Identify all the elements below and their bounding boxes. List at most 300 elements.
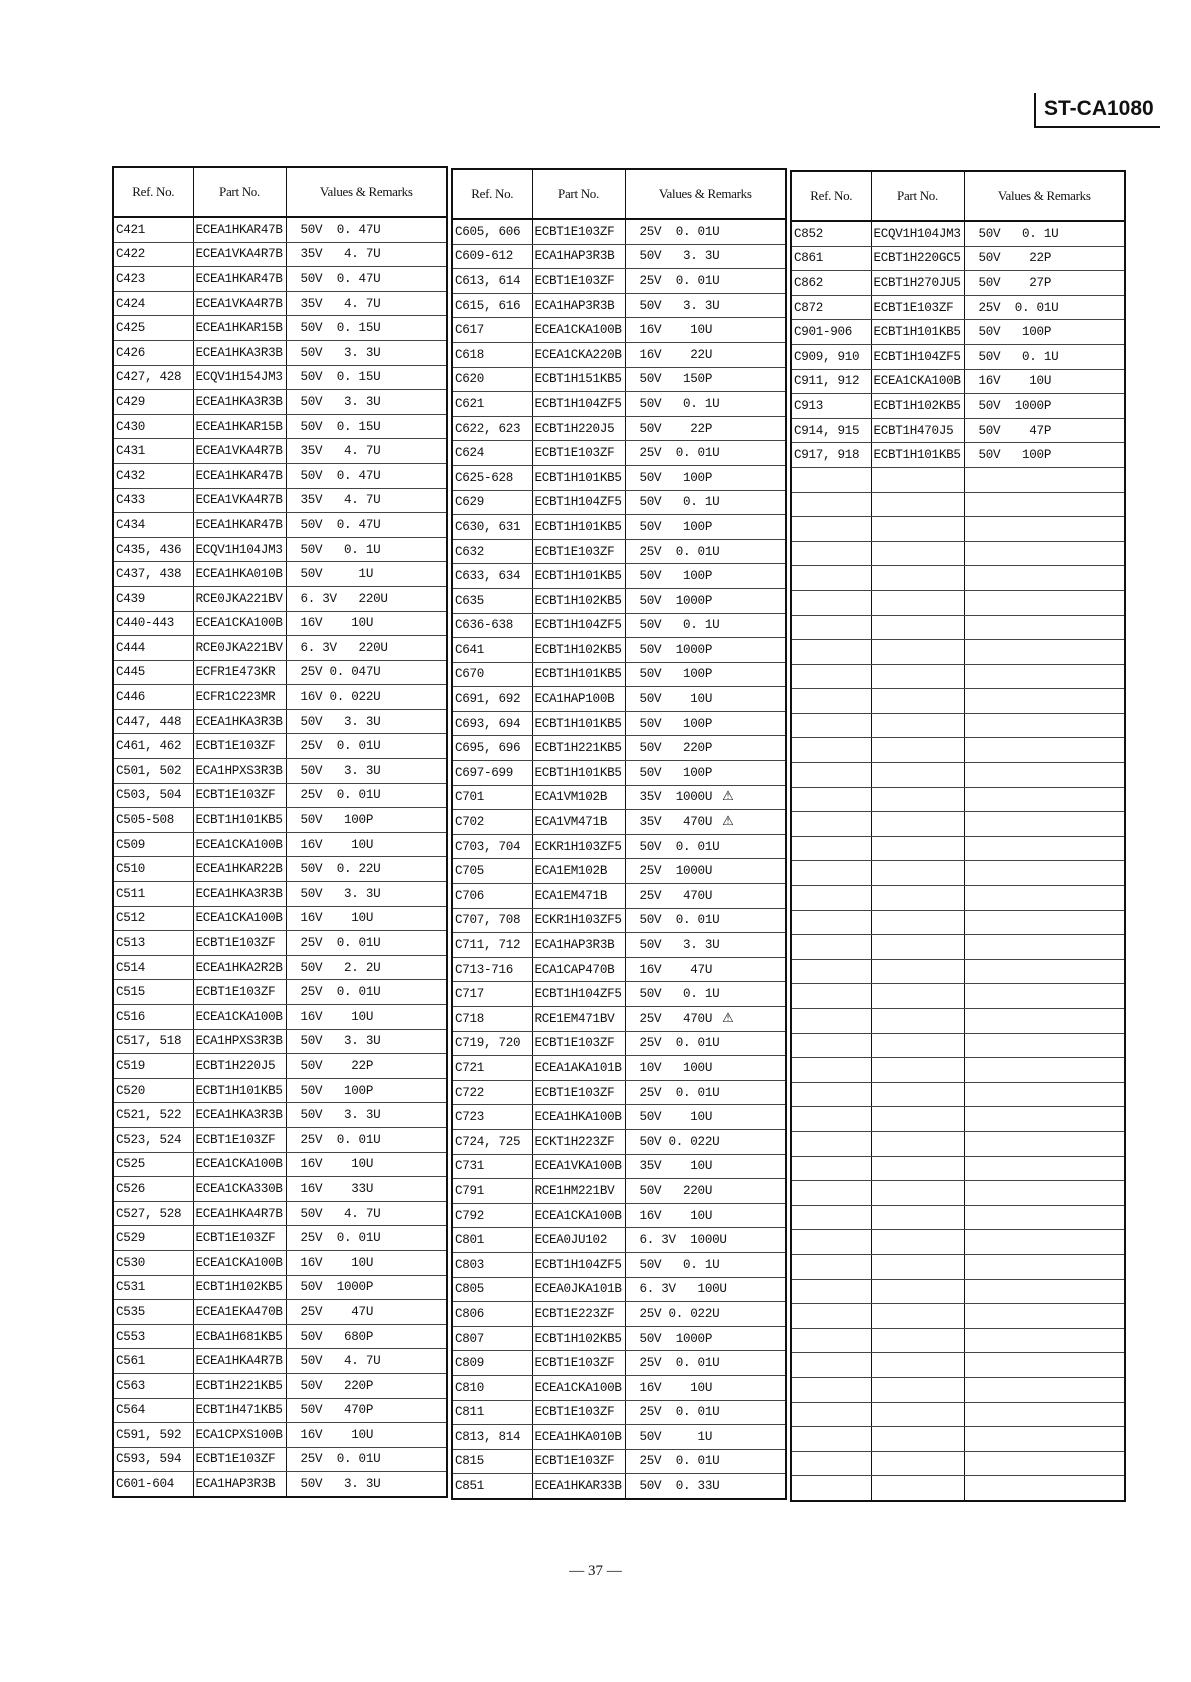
table-row xyxy=(791,910,1125,935)
values-cell xyxy=(286,1152,447,1177)
ref-no-cell xyxy=(113,488,193,513)
ref-no-text: C521, 522 xyxy=(116,1108,182,1123)
part-no-cell xyxy=(532,1400,625,1425)
values-text: 6. 3V 220U xyxy=(300,640,388,655)
values-cell xyxy=(964,713,1125,738)
values-cell xyxy=(286,1201,447,1226)
values-cell xyxy=(625,1031,786,1056)
part-no-cell xyxy=(532,957,625,982)
part-no-cell xyxy=(871,861,964,886)
ref-no-text: C426 xyxy=(116,345,146,360)
values-text: 16V 10U xyxy=(639,323,713,338)
ref-no-text: C807 xyxy=(455,1331,485,1346)
part-no-text: ECBT1H220J5 xyxy=(534,421,615,436)
part-no-text: ECA1HAP100B xyxy=(534,692,615,707)
values-cell xyxy=(286,340,447,365)
ref-no-cell xyxy=(452,1007,532,1032)
values-cell xyxy=(964,541,1125,566)
values-cell xyxy=(625,711,786,736)
part-no-cell xyxy=(193,242,286,267)
part-no-cell xyxy=(193,1152,286,1177)
ref-no-cell xyxy=(791,713,871,738)
ref-no-cell xyxy=(791,836,871,861)
table-row xyxy=(113,1226,447,1251)
part-no-cell xyxy=(193,439,286,464)
table-row xyxy=(452,392,786,417)
part-no-text: ECEA1CKA100B xyxy=(195,616,283,631)
values-cell xyxy=(625,1351,786,1376)
ref-no-cell xyxy=(452,1351,532,1376)
part-no-text: ECEA1HKA3R3B xyxy=(195,714,283,729)
values-cell xyxy=(286,586,447,611)
part-no-header: Part No. xyxy=(532,169,625,219)
ref-no-cell xyxy=(791,1353,871,1378)
part-no-text: ECBT1E103ZF xyxy=(534,224,615,239)
part-no-cell xyxy=(871,1328,964,1353)
ref-no-cell xyxy=(791,221,871,246)
part-no-cell xyxy=(871,959,964,984)
part-no-cell xyxy=(532,1179,625,1204)
part-no-cell xyxy=(532,908,625,933)
part-no-text: ECEA1VKA100B xyxy=(534,1159,622,1174)
part-no-cell xyxy=(193,931,286,956)
ref-no-cell xyxy=(113,1275,193,1300)
values-text: 50V 220P xyxy=(300,1378,374,1393)
part-no-text: ECBT1H104ZF5 xyxy=(534,618,622,633)
ref-no-text: C693, 694 xyxy=(455,716,521,731)
values-cell xyxy=(964,1304,1125,1329)
table-row xyxy=(113,1103,447,1128)
ref-no-cell xyxy=(791,1181,871,1206)
part-no-cell xyxy=(871,1279,964,1304)
part-no-cell xyxy=(193,1373,286,1398)
ref-no-cell xyxy=(113,1103,193,1128)
ref-no-text: C724, 725 xyxy=(455,1134,521,1149)
ref-no-cell xyxy=(791,1107,871,1132)
ref-no-cell xyxy=(452,293,532,318)
part-no-text: ECBT1E103ZF xyxy=(195,1231,276,1246)
part-no-cell xyxy=(193,340,286,365)
ref-no-cell xyxy=(791,787,871,812)
values-text: 50V 220P xyxy=(639,741,713,756)
table-row xyxy=(452,490,786,515)
table-row xyxy=(452,1129,786,1154)
ref-no-cell xyxy=(791,295,871,320)
ref-no-cell xyxy=(791,246,871,271)
part-no-text: ECEA1HKA3R3B xyxy=(195,345,283,360)
table-row xyxy=(791,861,1125,886)
ref-no-text: C423 xyxy=(116,271,146,286)
part-no-cell xyxy=(532,1277,625,1302)
part-no-cell xyxy=(871,320,964,345)
part-no-text: ECQV1H104JM3 xyxy=(873,226,961,241)
ref-no-cell xyxy=(791,541,871,566)
values-cell xyxy=(625,1105,786,1130)
values-text: 50V 4. 7U xyxy=(300,1206,381,1221)
table-row xyxy=(113,955,447,980)
ref-no-text: C621 xyxy=(455,396,485,411)
part-no-text: ECBT1H102KB5 xyxy=(195,1280,283,1295)
part-no-text: ECEA1HKAR47B xyxy=(195,468,283,483)
values-cell xyxy=(286,1250,447,1275)
ref-no-cell xyxy=(452,342,532,367)
table-row xyxy=(113,1324,447,1349)
table-row xyxy=(113,217,447,242)
values-cell xyxy=(286,1349,447,1374)
values-text: 50V 100P xyxy=(639,519,713,534)
part-no-cell xyxy=(871,418,964,443)
ref-no-text: C440-443 xyxy=(116,616,175,631)
values-cell xyxy=(286,1226,447,1251)
ref-no-cell xyxy=(791,935,871,960)
part-no-cell xyxy=(871,1230,964,1255)
part-no-text: ECFR1C223MR xyxy=(195,690,276,705)
table-row xyxy=(791,1476,1125,1501)
ref-no-text: C861 xyxy=(794,251,824,266)
table-row xyxy=(113,1275,447,1300)
ref-no-cell xyxy=(791,492,871,517)
values-cell xyxy=(964,246,1125,271)
ref-no-text: C517, 518 xyxy=(116,1034,182,1049)
ref-no-text: C815 xyxy=(455,1454,485,1469)
part-no-cell xyxy=(871,1254,964,1279)
part-no-text: ECBT1H101KB5 xyxy=(534,569,622,584)
part-no-text: ECBT1E103ZF xyxy=(195,739,276,754)
ref-no-cell xyxy=(452,219,532,244)
values-cell xyxy=(964,443,1125,468)
ref-no-cell xyxy=(452,1474,532,1499)
part-no-text: ECBT1H101KB5 xyxy=(195,813,283,828)
values-cell xyxy=(625,1154,786,1179)
part-no-cell xyxy=(871,394,964,419)
values-cell xyxy=(964,320,1125,345)
part-no-text: ECEA1HKAR33B xyxy=(534,1479,622,1494)
part-no-cell xyxy=(871,1009,964,1034)
ref-no-text: C718 xyxy=(455,1011,485,1026)
table-row xyxy=(791,935,1125,960)
values-text: 50V 3. 3U xyxy=(300,886,381,901)
part-no-cell xyxy=(532,785,625,810)
ref-no-text: C509 xyxy=(116,837,146,852)
part-no-text: ECEA1HKA4R7B xyxy=(195,1206,283,1221)
part-no-text: ECBT1H102KB5 xyxy=(534,593,622,608)
ref-no-cell xyxy=(452,662,532,687)
values-text: 50V 3. 3U xyxy=(300,1477,381,1492)
values-cell xyxy=(286,980,447,1005)
values-cell xyxy=(625,761,786,786)
table-row xyxy=(113,808,447,833)
ref-no-cell xyxy=(113,414,193,439)
values-cell xyxy=(286,365,447,390)
ref-no-cell xyxy=(791,1402,871,1427)
table-row xyxy=(452,1375,786,1400)
part-no-cell xyxy=(532,687,625,712)
table-row xyxy=(452,933,786,958)
values-cell xyxy=(625,1277,786,1302)
values-cell xyxy=(625,219,786,244)
part-no-text: ECA1EM102B xyxy=(534,864,608,879)
ref-no-cell xyxy=(113,1472,193,1497)
table-row xyxy=(113,906,447,931)
values-text: 25V 470U xyxy=(639,888,713,903)
table-row xyxy=(113,1054,447,1079)
part-no-text: ECA1VM471B xyxy=(534,815,608,830)
part-no-cell xyxy=(532,441,625,466)
values-text: 25V 470U xyxy=(639,1011,713,1026)
values-text: 25V 0. 022U xyxy=(639,1306,720,1321)
values-cell xyxy=(625,859,786,884)
ref-no-cell xyxy=(452,318,532,343)
values-cell xyxy=(625,957,786,982)
ref-no-text: C444 xyxy=(116,640,146,655)
ref-no-text: C707, 708 xyxy=(455,913,521,928)
values-text: 6. 3V 220U xyxy=(300,591,388,606)
table-row xyxy=(452,834,786,859)
table-row xyxy=(791,886,1125,911)
part-no-cell xyxy=(871,1353,964,1378)
part-no-cell xyxy=(871,812,964,837)
values-cell xyxy=(625,318,786,343)
values-text: 50V 0. 47U xyxy=(300,222,381,237)
ref-no-cell xyxy=(791,738,871,763)
values-text: 35V 4. 7U xyxy=(300,296,381,311)
values-cell xyxy=(964,910,1125,935)
values-text: 16V 10U xyxy=(639,1208,713,1223)
ref-no-text: C430 xyxy=(116,419,146,434)
ref-no-cell xyxy=(791,590,871,615)
values-cell xyxy=(625,1056,786,1081)
part-no-cell xyxy=(532,1351,625,1376)
table-row xyxy=(113,1447,447,1472)
ref-no-cell xyxy=(113,217,193,242)
ref-no-cell xyxy=(791,812,871,837)
ref-no-cell xyxy=(791,984,871,1009)
values-cell xyxy=(625,588,786,613)
values-cell xyxy=(625,933,786,958)
values-cell xyxy=(286,1324,447,1349)
values-cell xyxy=(286,955,447,980)
part-no-cell xyxy=(532,1474,625,1499)
ref-no-cell xyxy=(113,562,193,587)
values-cell xyxy=(964,1279,1125,1304)
part-no-cell xyxy=(193,808,286,833)
table-row xyxy=(452,1326,786,1351)
part-no-cell xyxy=(871,1131,964,1156)
values-text: 16V 47U xyxy=(639,962,713,977)
values-text: 50V 0. 1U xyxy=(639,987,720,1002)
part-no-cell xyxy=(532,342,625,367)
ref-no-cell xyxy=(452,1449,532,1474)
values-text: 50V 0. 022U xyxy=(639,1134,720,1149)
part-no-cell xyxy=(193,365,286,390)
part-no-text: ECBT1H221KB5 xyxy=(534,741,622,756)
ref-no-text: C446 xyxy=(116,690,146,705)
values-cell xyxy=(286,291,447,316)
part-no-text: ECEA1HKA3R3B xyxy=(195,886,283,901)
part-no-text: ECEA1CKA220B xyxy=(534,347,622,362)
part-no-cell xyxy=(532,1154,625,1179)
values-cell xyxy=(625,638,786,663)
part-no-text: ECBT1H101KB5 xyxy=(534,667,622,682)
ref-no-text: C806 xyxy=(455,1306,485,1321)
table-row xyxy=(113,1201,447,1226)
ref-no-text: C691, 692 xyxy=(455,692,521,707)
ref-no-cell xyxy=(791,1254,871,1279)
part-no-text: ECBT1H270JU5 xyxy=(873,275,961,290)
ref-no-cell xyxy=(113,685,193,710)
values-text: 50V 0. 1U xyxy=(639,495,720,510)
values-cell xyxy=(625,662,786,687)
part-no-cell xyxy=(193,1300,286,1325)
ref-no-text: C520 xyxy=(116,1083,146,1098)
ref-no-cell xyxy=(113,1054,193,1079)
values-text: 50V 4. 7U xyxy=(300,1354,381,1369)
values-text: 35V 470U xyxy=(639,815,713,830)
values-cell xyxy=(964,467,1125,492)
part-no-text: ECBT1H101KB5 xyxy=(873,448,961,463)
values-cell xyxy=(625,465,786,490)
values-cell xyxy=(964,738,1125,763)
values-text: 50V 10U xyxy=(639,1110,713,1125)
part-no-cell xyxy=(193,217,286,242)
values-text: 16V 10U xyxy=(300,1427,374,1442)
part-no-cell xyxy=(532,293,625,318)
values-cell xyxy=(625,1252,786,1277)
values-text: 50V 1000P xyxy=(639,593,713,608)
values-cell xyxy=(964,886,1125,911)
values-text: 50V 100P xyxy=(300,1083,374,1098)
ref-no-cell xyxy=(452,465,532,490)
values-cell xyxy=(964,763,1125,788)
ref-no-text: C424 xyxy=(116,296,146,311)
ref-no-cell xyxy=(452,761,532,786)
ref-no-cell xyxy=(452,1031,532,1056)
table-row xyxy=(113,537,447,562)
values-cell xyxy=(286,537,447,562)
table-row xyxy=(791,812,1125,837)
values-cell xyxy=(625,342,786,367)
part-no-text: ECEA1EKA470B xyxy=(195,1304,283,1319)
ref-no-cell xyxy=(113,1226,193,1251)
values-text: 25V 0. 01U xyxy=(978,300,1059,315)
values-cell xyxy=(286,1300,447,1325)
ref-no-text: C437, 438 xyxy=(116,567,182,582)
values-text: 16V 22U xyxy=(639,347,713,362)
table-row xyxy=(113,1472,447,1497)
part-no-cell xyxy=(193,267,286,292)
table-row xyxy=(452,662,786,687)
values-cell xyxy=(286,414,447,439)
table-row xyxy=(113,390,447,415)
ref-no-text: C511 xyxy=(116,886,146,901)
values-text: 25V 0. 01U xyxy=(300,739,381,754)
ref-no-cell xyxy=(113,931,193,956)
ref-no-cell xyxy=(452,687,532,712)
part-no-cell xyxy=(193,709,286,734)
ref-no-cell xyxy=(113,1177,193,1202)
ref-no-cell xyxy=(452,957,532,982)
part-no-cell xyxy=(193,734,286,759)
table-row xyxy=(452,441,786,466)
values-cell xyxy=(964,1205,1125,1230)
ref-no-cell xyxy=(113,1349,193,1374)
ref-no-text: C601-604 xyxy=(116,1477,175,1492)
part-no-cell xyxy=(532,1375,625,1400)
part-no-cell xyxy=(871,246,964,271)
ref-no-cell xyxy=(791,1205,871,1230)
part-no-cell xyxy=(532,515,625,540)
table-row xyxy=(113,1177,447,1202)
table-row xyxy=(113,267,447,292)
part-no-text: ECBT1E103ZF xyxy=(195,1452,276,1467)
ref-no-cell xyxy=(113,1398,193,1423)
ref-no-text: C791 xyxy=(455,1183,485,1198)
part-no-cell xyxy=(871,566,964,591)
part-no-text: ECBT1E103ZF xyxy=(534,1085,615,1100)
part-no-text: ECQV1H154JM3 xyxy=(195,370,283,385)
ref-no-text: C553 xyxy=(116,1329,146,1344)
ref-no-cell xyxy=(791,1156,871,1181)
table-row xyxy=(452,342,786,367)
values-cell xyxy=(964,1230,1125,1255)
values-text: 16V 33U xyxy=(300,1181,374,1196)
ref-no-text: C593, 594 xyxy=(116,1452,182,1467)
ref-no-cell xyxy=(791,910,871,935)
values-text: 50V 0. 1U xyxy=(639,1257,720,1272)
ref-no-cell xyxy=(452,1326,532,1351)
ref-no-cell xyxy=(113,340,193,365)
table-row xyxy=(113,783,447,808)
ref-no-text: C429 xyxy=(116,394,146,409)
values-cell xyxy=(625,1326,786,1351)
ref-no-cell xyxy=(452,1203,532,1228)
values-cell xyxy=(625,1425,786,1450)
ref-no-text: C433 xyxy=(116,493,146,508)
table-row xyxy=(791,836,1125,861)
ref-no-text: C439 xyxy=(116,591,146,606)
ref-no-text: C513 xyxy=(116,936,146,951)
values-text: 35V 1000U xyxy=(639,790,713,805)
part-no-cell xyxy=(532,318,625,343)
ref-no-cell xyxy=(452,244,532,269)
part-no-header: Part No. xyxy=(193,167,286,217)
values-cell xyxy=(964,689,1125,714)
warning-triangle-icon: ⚠ xyxy=(722,789,734,805)
values-text: 50V 100P xyxy=(639,765,713,780)
ref-no-text: C445 xyxy=(116,665,146,680)
part-no-cell xyxy=(193,832,286,857)
part-no-cell xyxy=(532,1007,625,1032)
part-no-cell xyxy=(871,1427,964,1452)
ref-no-cell xyxy=(113,783,193,808)
part-no-text: ECBT1H221KB5 xyxy=(195,1378,283,1393)
ref-no-text: C705 xyxy=(455,864,485,879)
table-row xyxy=(791,443,1125,468)
part-no-text: ECA1HPXS3R3B xyxy=(195,763,283,778)
values-text: 50V 470P xyxy=(300,1403,374,1418)
values-text: 50V 0. 1U xyxy=(639,618,720,633)
ref-no-text: C862 xyxy=(794,275,824,290)
table-row xyxy=(113,291,447,316)
table-row xyxy=(452,367,786,392)
values-cell xyxy=(625,1449,786,1474)
table-row xyxy=(113,586,447,611)
values-text: 50V 3. 3U xyxy=(300,763,381,778)
part-no-cell xyxy=(193,586,286,611)
part-no-text: ECEA1HKA2R2B xyxy=(195,960,283,975)
ref-no-cell xyxy=(113,1005,193,1030)
table-row xyxy=(452,1179,786,1204)
